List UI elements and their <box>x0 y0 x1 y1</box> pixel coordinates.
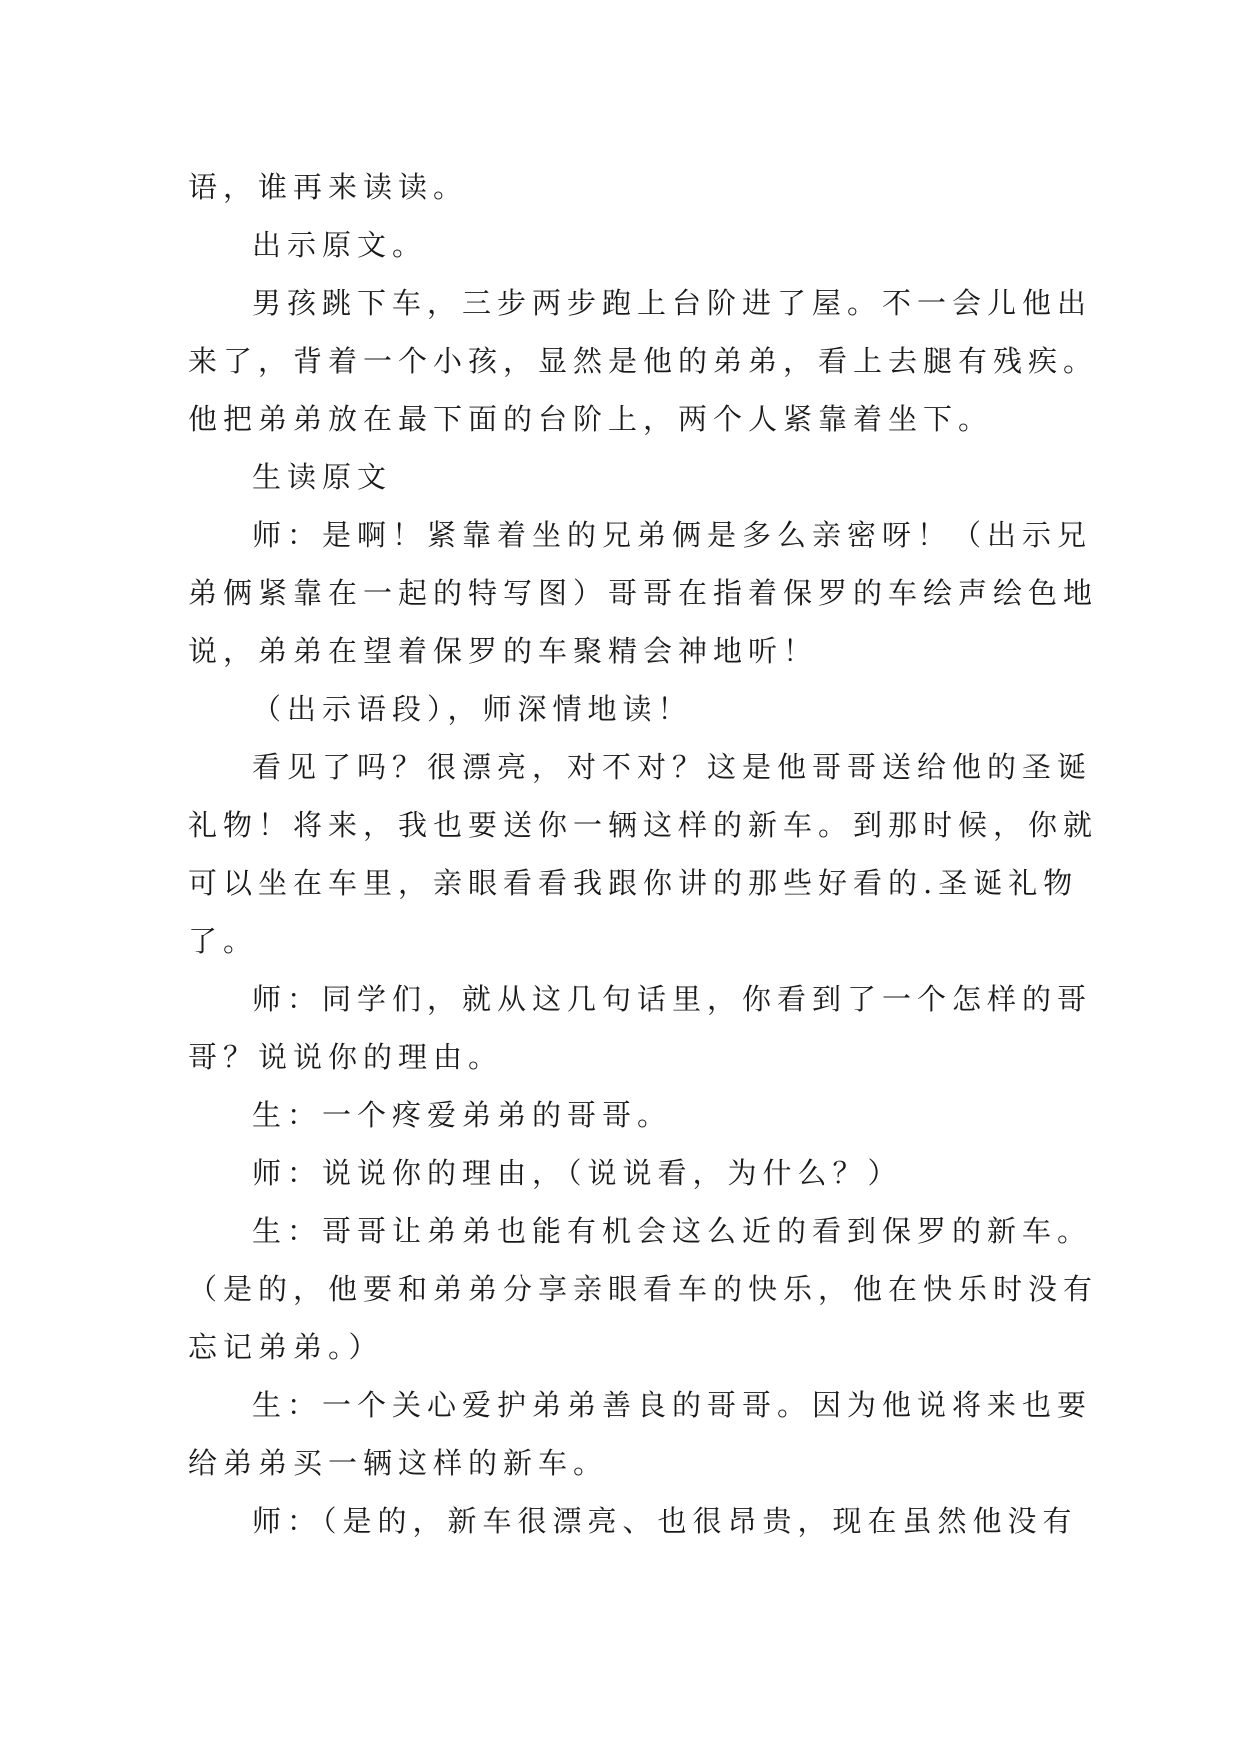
paragraph-2 <box>188 216 1068 274</box>
paragraph-11 <box>188 1202 1099 1376</box>
text-line: 了。 <box>188 924 259 958</box>
paragraph-4 <box>188 448 1068 506</box>
text-line: 弟俩紧靠在一起的特写图）哥哥在指着保罗的车绘声绘色地 <box>188 576 1099 610</box>
paragraph-9 <box>188 1086 1068 1144</box>
text-line: 出示原文。 <box>252 228 428 262</box>
paragraph-3 <box>188 274 1099 448</box>
paragraph-7 <box>188 738 1099 970</box>
document-body <box>188 158 1099 1550</box>
text-line: 礼物！将来，我也要送你一辆这样的新车。到那时候，你就 <box>188 808 1099 842</box>
text-line: 他把弟弟放在最下面的台阶上，两个人紧靠着坐下。 <box>188 402 994 436</box>
text-line: 来了，背着一个小孩，显然是他的弟弟，看上去腿有残疾。 <box>188 344 1099 378</box>
text-line: 师：是啊！紧靠着坐的兄弟俩是多么亲密呀！（出示兄 <box>252 518 1093 552</box>
paragraph-13 <box>188 1492 1078 1550</box>
paragraph-5 <box>188 506 1099 680</box>
text-line: 哥？说说你的理由。 <box>188 1040 504 1074</box>
text-line: 生读原文 <box>252 460 393 494</box>
text-line: 说，弟弟在望着保罗的车聚精会神地听！ <box>188 634 819 668</box>
paragraph-6 <box>188 680 1068 738</box>
paragraph-12 <box>188 1376 1093 1492</box>
paragraph-1 <box>188 158 1068 216</box>
paragraph-10 <box>188 1144 1068 1202</box>
text-line: （出示语段），师深情地读！ <box>252 692 693 726</box>
text-line: 生：一个疼爱弟弟的哥哥。 <box>252 1098 673 1132</box>
text-line: 师：同学们，就从这几句话里，你看到了一个怎样的哥 <box>252 982 1093 1016</box>
text-line: 师：说说你的理由，（说说看，为什么？） <box>252 1156 903 1190</box>
text-line: 生：一个关心爱护弟弟善良的哥哥。因为他说将来也要 <box>252 1388 1093 1422</box>
text-line: 师：（是的，新车很漂亮、也很昂贵，现在虽然他没有 <box>252 1504 1078 1538</box>
text-line: 男孩跳下车，三步两步跑上台阶进了屋。不一会儿他出 <box>252 286 1093 320</box>
text-line: 生：哥哥让弟弟也能有机会这么近的看到保罗的新车。 <box>252 1214 1093 1248</box>
text-line: （是的，他要和弟弟分享亲眼看车的快乐，他在快乐时没有 <box>188 1272 1099 1306</box>
text-line: 看见了吗？很漂亮，对不对？这是他哥哥送给他的圣诞 <box>252 750 1093 784</box>
text-line: 给弟弟买一辆这样的新车。 <box>188 1446 609 1480</box>
text-line: 可以坐在车里，亲眼看看我跟你讲的那些好看的.圣诞礼物 <box>188 866 1079 900</box>
paragraph-8 <box>188 970 1093 1086</box>
text-line: 语，谁再来读读。 <box>188 170 469 204</box>
text-line: 忘记弟弟。） <box>188 1330 384 1364</box>
